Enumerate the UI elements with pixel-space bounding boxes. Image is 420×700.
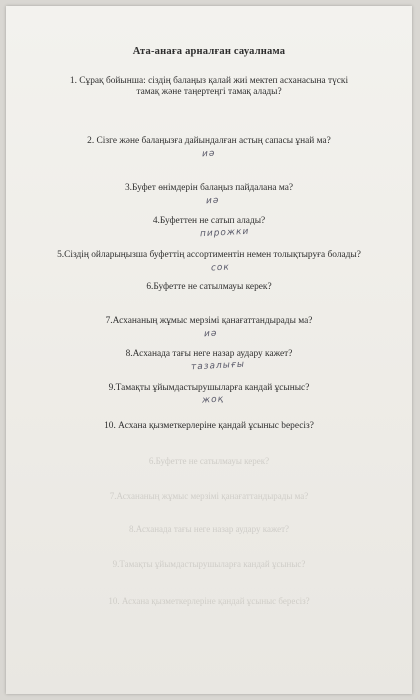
question-1-line2: тамақ және таңертеңгі тамақ алады?	[136, 87, 282, 97]
answer-4-handwritten: пирожки	[199, 226, 250, 240]
answer-9-handwritten: жоқ	[201, 394, 225, 406]
answer-7-handwritten: иә	[203, 328, 218, 340]
question-4: 4.Буфеттен не сатып алады?	[152, 216, 266, 226]
answer-3-handwritten: иә	[205, 195, 220, 207]
question-8: 8.Асханада тағы неге назар аудару кажет?	[125, 349, 293, 359]
answer-5-handwritten: сок	[210, 262, 231, 274]
page-title: Ата-анаға арналған сауалнама	[132, 46, 286, 57]
answer-8-handwritten: тазалығы	[190, 359, 246, 373]
question-10: 10. Асхана қызметкерлеріне қандай ұсыныс beресіз?	[104, 421, 314, 431]
question-5: 5.Сіздің ойларыңызша буфеттің ассортиментін немен толықтыруға болады?	[57, 250, 361, 260]
bleed-through-line-4: 9.Тамақты ұйымдастырушыларға кандай ұсыныс?	[112, 559, 306, 569]
answer-2-handwritten: иә	[201, 148, 216, 160]
question-7: 7.Асхананың жұмыс мерзімі қанағаттандырады ма?	[105, 316, 313, 326]
bleed-through-line-1: 6.Буфетте не сатылмауы керек?	[148, 456, 270, 466]
survey-sheet	[6, 6, 412, 694]
question-2: 2. Сізге және балаңызға дайындалған астың сапасы ұнай ма?	[87, 136, 331, 146]
bleed-through-line-3: 8.Асханада тағы неге назар аудару кажет?	[128, 524, 290, 534]
question-1-line1: 1. Сұрақ бойынша: сіздің балаңыз қалай жиі мектеп асханасына түскі	[69, 76, 349, 86]
question-1	[26, 76, 392, 98]
question-9: 9.Тамақты ұйымдастырушыларға кандай ұсыныс?	[108, 383, 310, 393]
bleed-through-line-2: 7.Асхананың жұмыс мерзімі қанағаттандырады ма?	[109, 491, 309, 501]
question-6: 6.Буфетте не сатылмауы керек?	[146, 282, 272, 292]
question-3: 3.Буфет өнімдерін балаңыз пайдалана ма?	[124, 183, 294, 193]
bleed-through-line-5: 10. Асхана қызметкерлеріне қандай ұсыныс бересіз?	[108, 596, 310, 606]
